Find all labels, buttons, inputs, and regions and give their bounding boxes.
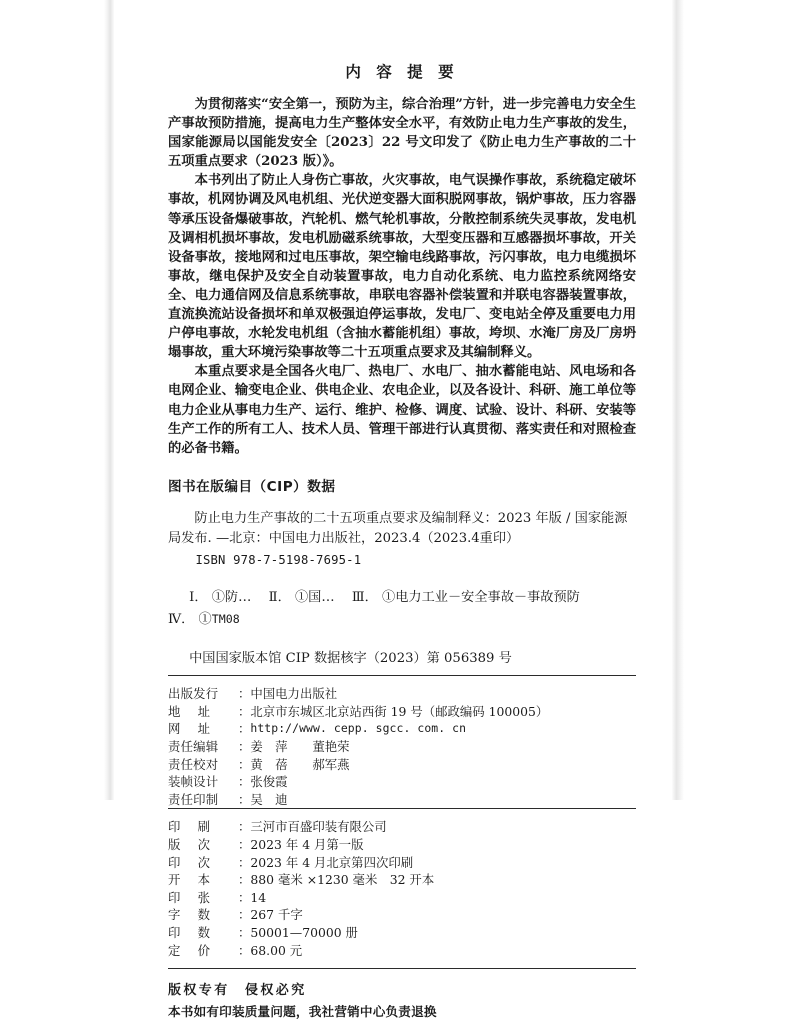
summary-paragraph-3: 本重点要求是全国各火电厂、热电厂、水电厂、抽水蓄能电站、风电场和各电网企业、输变电企业、供电企业、农电企业，以及各设计、科研、施工单位等电力企业从事电力生产、运行、维护、检修、调度、试验、设计、科研、安装等生产工作的所有工人、技术人员、管理干部进行认真贯彻、落实责任和对照检查的必备书籍。 [168,364,636,456]
imprint-row [168,685,636,703]
imprint-row [168,720,636,738]
cip-entry-block [168,509,636,571]
printing-value: 880 毫米 ×1230 毫米 32 开本 [250,872,435,888]
imprint-label: 出版发行 [168,686,219,702]
printing-separator: ： [238,889,251,905]
printing-row [168,854,636,872]
printing-value: 14 [250,889,267,905]
printing-label: 印 刷 [168,819,211,835]
cip-classification-code: TM08 [211,611,240,626]
cip-classification-block [168,588,636,630]
summary-paragraph-1: 为贯彻落实“安全第一，预防为主，综合治理”方针，进一步完善电力安全生产事故预防措施，提高电力生产整体安全水平，有效防止电力生产事故的发生，国家能源局以国能发安全〔2023〕22 号文印发了《防止电力生产事故的二十五项重点要求（2023 版）》。 [168,97,636,170]
printing-row [168,942,636,960]
divider-above-imprint [168,675,636,676]
printing-separator: ： [238,907,251,923]
printing-details-section [168,818,636,959]
cip-classification-line-1: Ⅰ． ①防… Ⅱ． ①国… Ⅲ． ①电力工业－安全事故－事故预防 [189,590,580,606]
imprint-label: 责任编辑 [168,739,219,755]
imprint-label: 责任校对 [168,756,219,772]
printing-label: 版 次 [168,837,211,853]
printing-label: 定 价 [168,942,211,958]
printing-row [168,818,636,836]
imprint-separator: ： [238,774,251,790]
printing-row [168,924,636,942]
printing-label: 印 数 [168,925,211,940]
page-content [168,0,636,1020]
imprint-separator: ： [238,721,251,737]
quality-note: 本书如有印装质量问题，我社营销中心负责退换 [168,1004,437,1020]
imprint-value: 张俊霞 [250,774,288,790]
printing-separator: ： [238,837,251,853]
colophon-section [168,980,636,1022]
imprint-separator: ： [238,686,251,702]
imprint-row [168,756,636,774]
imprint-value: 姜 萍 董艳荣 [250,739,350,755]
imprint-separator: ： [238,756,251,772]
cip-classification-line-2 [168,609,636,631]
page-edge-right [672,0,684,800]
imprint-value: 北京市东城区北京站西街 19 号（邮政编码 100005） [250,703,549,719]
printing-separator: ： [238,942,251,958]
imprint-separator: ： [238,739,251,755]
cip-classification-prefix: Ⅳ． ① [168,611,212,627]
printing-row [168,836,636,854]
printing-separator: ： [238,819,251,835]
printing-value: 三河市百盛印装有限公司 [250,819,387,835]
imprint-section [168,685,636,808]
isbn-text: ISBN 978-7-5198-7695-1 [195,552,362,567]
printing-row [168,871,636,889]
imprint-label: 装帧设计 [168,774,219,790]
printing-label: 开 本 [168,872,211,888]
printing-value: 50001—70000 册 [250,925,358,940]
divider-above-colophon [168,968,636,969]
printing-separator: ： [238,925,251,940]
imprint-value: 吴 迪 [250,791,288,807]
printing-row [168,889,636,907]
imprint-value: http://www. cepp. sgcc. com. cn [250,721,467,736]
divider-above-printing [168,808,636,809]
imprint-separator: ： [238,703,251,719]
cip-entry-text: 防止电力生产事故的二十五项重点要求及编制释义：2023 年版 / 国家能源局发布. —北京：中国电力出版社，2023.4（2023.4重印） [168,510,628,547]
printing-label: 印 次 [168,854,211,870]
cip-data-number: 中国国家版本馆 CIP 数据核字（2023）第 056389 号 [189,651,512,667]
page-edge-left [104,0,114,800]
imprint-label: 地 址 [168,703,211,719]
imprint-label: 网 址 [168,721,211,737]
copyright-warning: 版权专有 侵权必究 [168,983,307,999]
printing-separator: ： [238,872,251,888]
imprint-row [168,773,636,791]
printing-value: 267 千字 [250,907,303,923]
imprint-value: 黄 蓓 郝军燕 [250,756,350,772]
printing-value: 2023 年 4 月北京第四次印刷 [250,854,414,870]
printing-value: 68.00 元 [250,942,303,958]
cip-heading: 图书在版编目（CIP）数据 [168,478,336,495]
page-title: 内 容 提 要 [345,63,459,81]
printing-label: 字 数 [168,907,211,923]
summary-paragraph-2: 本书列出了防止人身伤亡事故，火灾事故，电气误操作事故，系统稳定破坏事故，机网协调及风电机组、光伏逆变器大面积脱网事故，锅炉事故，压力容器等承压设备爆破事故，汽轮机、燃气轮机事故，分散控制系统失灵事故，发电机及调相机损坏事故，发电机励磁系统事故，大型变压器和互感器损坏事故，开关设备事故，接地网和过电压事故，架空输电线路事故，污闪事故，电力电缆损坏事故，继电保护及安全自动装置事故，电力自动化系统、电力监控系统网络安全、电力通信网及信息系统事故，串联电容器补偿装置和并联电容器装置事故，直流换流站设备损坏和单双极强迫停运事故，发电厂、变电站全停及重要电力用户停电事故，水轮发电机组（含抽水蓄能机组）事故，垮坝、水淹厂房及厂房坍塌事故，重大环境污染事故等二十五项重点要求及其编制释义。 [168,173,636,361]
imprint-separator: ： [238,791,251,807]
imprint-label: 责任印制 [168,791,219,807]
imprint-value: 中国电力出版社 [250,686,338,702]
printing-value: 2023 年 4 月第一版 [250,837,364,853]
imprint-row [168,738,636,756]
imprint-row [168,703,636,721]
printing-separator: ： [238,854,251,870]
printing-label: 印 张 [168,889,211,905]
printing-row [168,906,636,924]
content-summary-section [168,95,636,458]
